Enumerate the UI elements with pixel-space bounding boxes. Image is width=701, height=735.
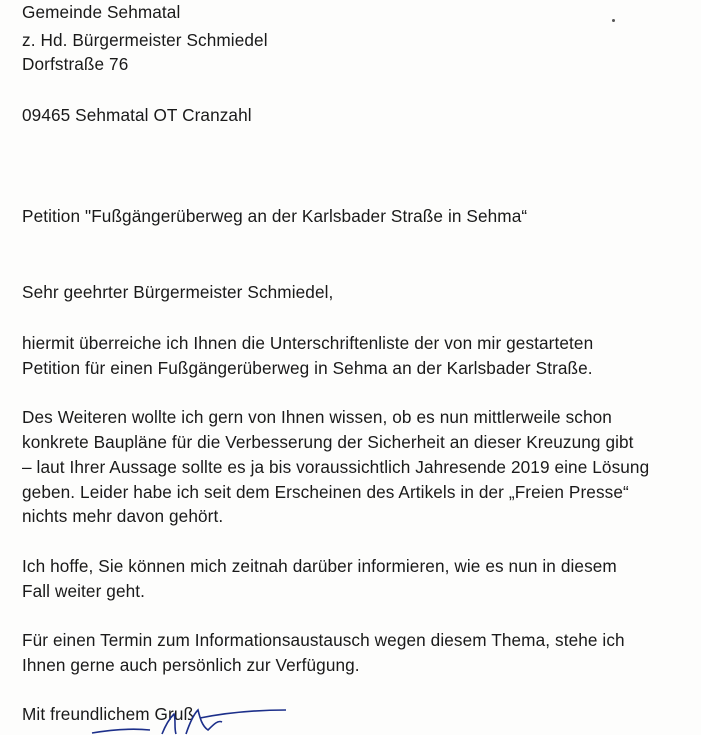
paragraph-4-line-1: Für einen Termin zum Informationsaustausch wegen diesem Thema, stehe ich: [22, 630, 625, 650]
paragraph-2-line-3: – laut Ihrer Aussage sollte es ja bis voraussichtlich Jahresende 2019 eine Lösung: [22, 457, 650, 477]
paragraph-4-line-2: Ihnen gerne auch persönlich zur Verfügung.: [22, 655, 360, 675]
paper-speck: [612, 19, 615, 22]
paragraph-3-line-2: Fall weiter geht.: [22, 581, 146, 601]
paragraph-2-line-2: konkrete Baupläne für die Verbesserung der Sicherheit an dieser Kreuzung gibt: [22, 432, 634, 452]
recipient-attention: z. Hd. Bürgermeister Schmiedel: [22, 30, 268, 50]
signature-stroke: [200, 710, 286, 718]
paragraph-2-line-4: geben. Leider habe ich seit dem Erscheinen des Artikels in der „Freien Presse“: [22, 482, 629, 502]
signature-stroke: [92, 729, 150, 733]
paragraph-1-line-2: Petition für einen Fußgängerüberweg in Sehma an der Karlsbader Straße.: [22, 358, 593, 378]
letter-subject: Petition "Fußgängerüberweg an der Karlsbader Straße in Sehma“: [22, 206, 528, 226]
paragraph-2-line-5: nichts mehr davon gehört.: [22, 506, 224, 526]
paragraph-3-line-1: Ich hoffe, Sie können mich zeitnah darüber informieren, wie es nun in diesem: [22, 556, 617, 576]
signature-stroke: [186, 710, 222, 734]
letter-closing: Mit freundlichem Gruß: [22, 704, 195, 724]
recipient-city: 09465 Sehmatal OT Cranzahl: [22, 105, 252, 125]
recipient-name: Gemeinde Sehmatal: [22, 2, 181, 22]
handwritten-signature: [90, 700, 310, 735]
letter-salutation: Sehr geehrter Bürgermeister Schmiedel,: [22, 282, 334, 302]
signature-stroke: [162, 714, 176, 734]
recipient-street: Dorfstraße 76: [22, 54, 129, 74]
paragraph-2-line-1: Des Weiteren wollte ich gern von Ihnen wissen, ob es nun mittlerweile schon: [22, 407, 612, 427]
paragraph-1-line-1: hiermit überreiche ich Ihnen die Unterschriftenliste der von mir gestarteten: [22, 333, 594, 353]
